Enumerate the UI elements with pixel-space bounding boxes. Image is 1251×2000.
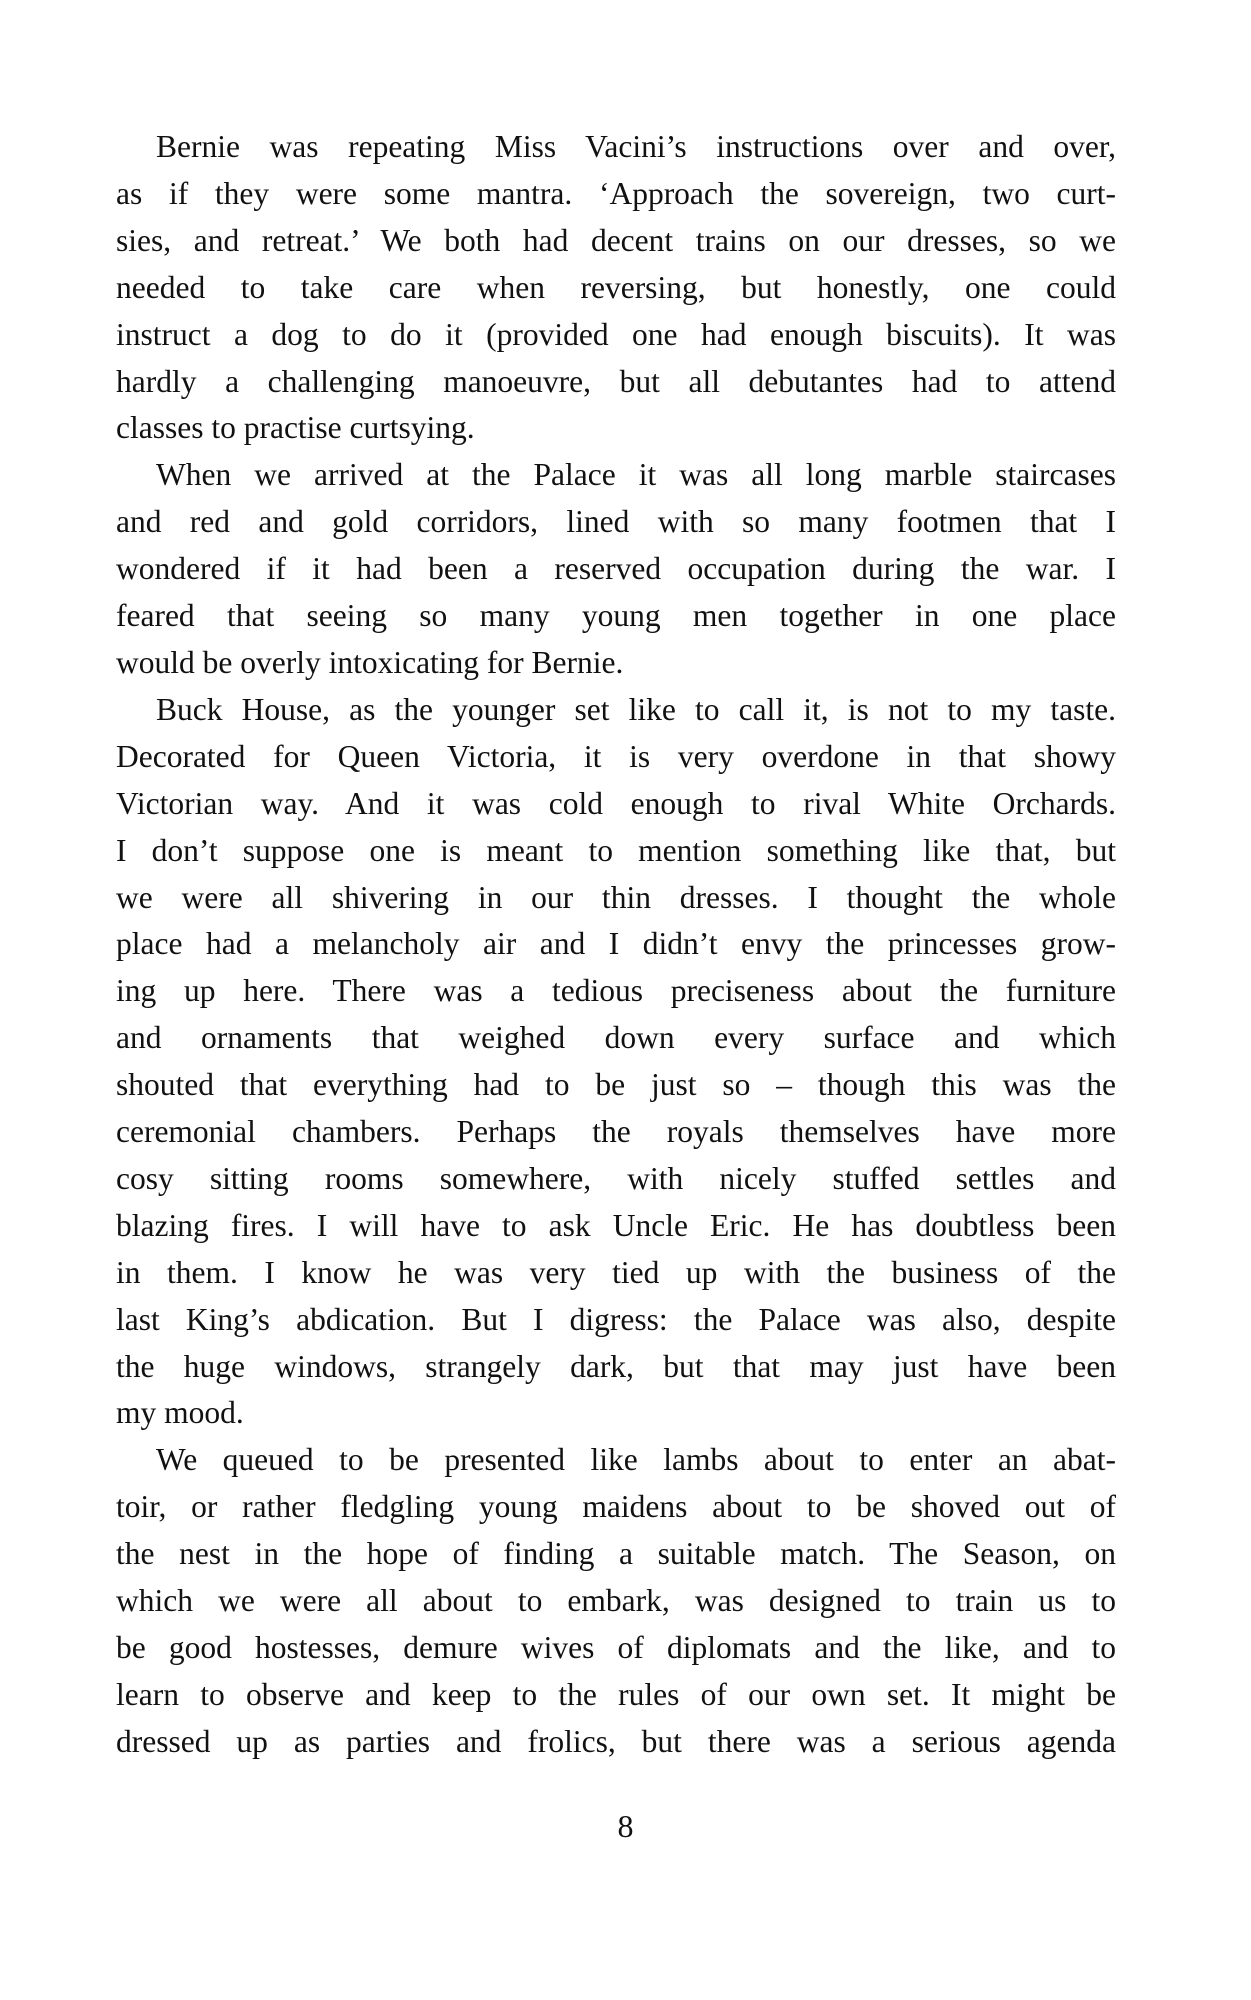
paragraph-3 [116,687,1116,1438]
text-line: be good hostesses, demure wives of diplomats and the like, and to [116,1630,1116,1665]
text-line: dressed up as parties and frolics, but there was a serious agenda [116,1723,1116,1759]
text-line: toir, or rather fledgling young maidens about to be shoved out of [116,1489,1116,1525]
text-line: ing up here. There was a tedious preciseness about the furniture [116,973,1116,1009]
text-line: When we arrived at the Palace it was all long marble staircases [156,457,1116,493]
text-line: Buck House, as the younger set like to call it, is not to my taste. [156,691,1116,727]
text-line: which we were all about to embark, was designed to train us to [116,1583,1116,1619]
paragraph-2 [116,452,1116,687]
paragraph-1 [116,124,1116,452]
text-line: the nest in the hope of finding a suitable match. The Season, on [116,1536,1116,1572]
text-line: we were all shivering in our thin dresses. I thought the whole [116,879,1116,915]
text-line: last King’s abdication. But I digress: the Palace was also, despite [116,1301,1116,1337]
text-line: cosy sitting rooms somewhere, with nicely stuffed settles and [116,1160,1116,1196]
text-line: shouted that everything had to be just so – though this was the [116,1067,1116,1103]
text-line: sies, and retreat.’ We both had decent trains on our dresses, so we [116,222,1116,258]
text-line: my mood. [116,1395,244,1431]
text-line: wondered if it had been a reserved occupation during the war. I [116,551,1116,587]
body-text [116,124,1116,1766]
text-line: ceremonial chambers. Perhaps the royals themselves have more [116,1114,1116,1150]
paragraph-4 [116,1437,1116,1765]
text-line: feared that seeing so many young men together in one place [116,598,1116,634]
text-line: blazing fires. I will have to ask Uncle Eric. He has doubtless been [116,1207,1116,1243]
text-line: Decorated for Queen Victoria, it is very overdone in that showy [116,738,1116,774]
page-number: 8 [617,1808,634,1844]
text-line: needed to take care when reversing, but honestly, one could [116,269,1116,305]
text-line: the huge windows, strangely dark, but that may just have been [116,1348,1116,1384]
text-line: I don’t suppose one is meant to mention something like that, but [116,832,1116,868]
text-line: classes to practise curtsying. [116,410,475,446]
text-line: instruct a dog to do it (provided one had enough biscuits). It was [116,316,1116,352]
text-line: and ornaments that weighed down every surface and which [116,1020,1116,1056]
text-line: would be overly intoxicating for Bernie. [116,644,624,680]
text-line: We queued to be presented like lambs about to enter an abat- [156,1442,1116,1478]
text-line: Victorian way. And it was cold enough to rival White Orchards. [116,785,1116,821]
text-line: and red and gold corridors, lined with so many footmen that I [116,504,1116,540]
text-line: as if they were some mantra. ‘Approach the sovereign, two curt- [116,175,1116,211]
text-line: learn to observe and keep to the rules of our own set. It might be [116,1676,1116,1712]
text-line: hardly a challenging manoeuvre, but all debutantes had to attend [116,363,1116,399]
text-line: in them. I know he was very tied up with the business of the [116,1254,1116,1290]
text-line: place had a melancholy air and I didn’t envy the princesses grow- [116,926,1116,962]
text-line: Bernie was repeating Miss Vacini’s instructions over and over, [156,129,1116,164]
